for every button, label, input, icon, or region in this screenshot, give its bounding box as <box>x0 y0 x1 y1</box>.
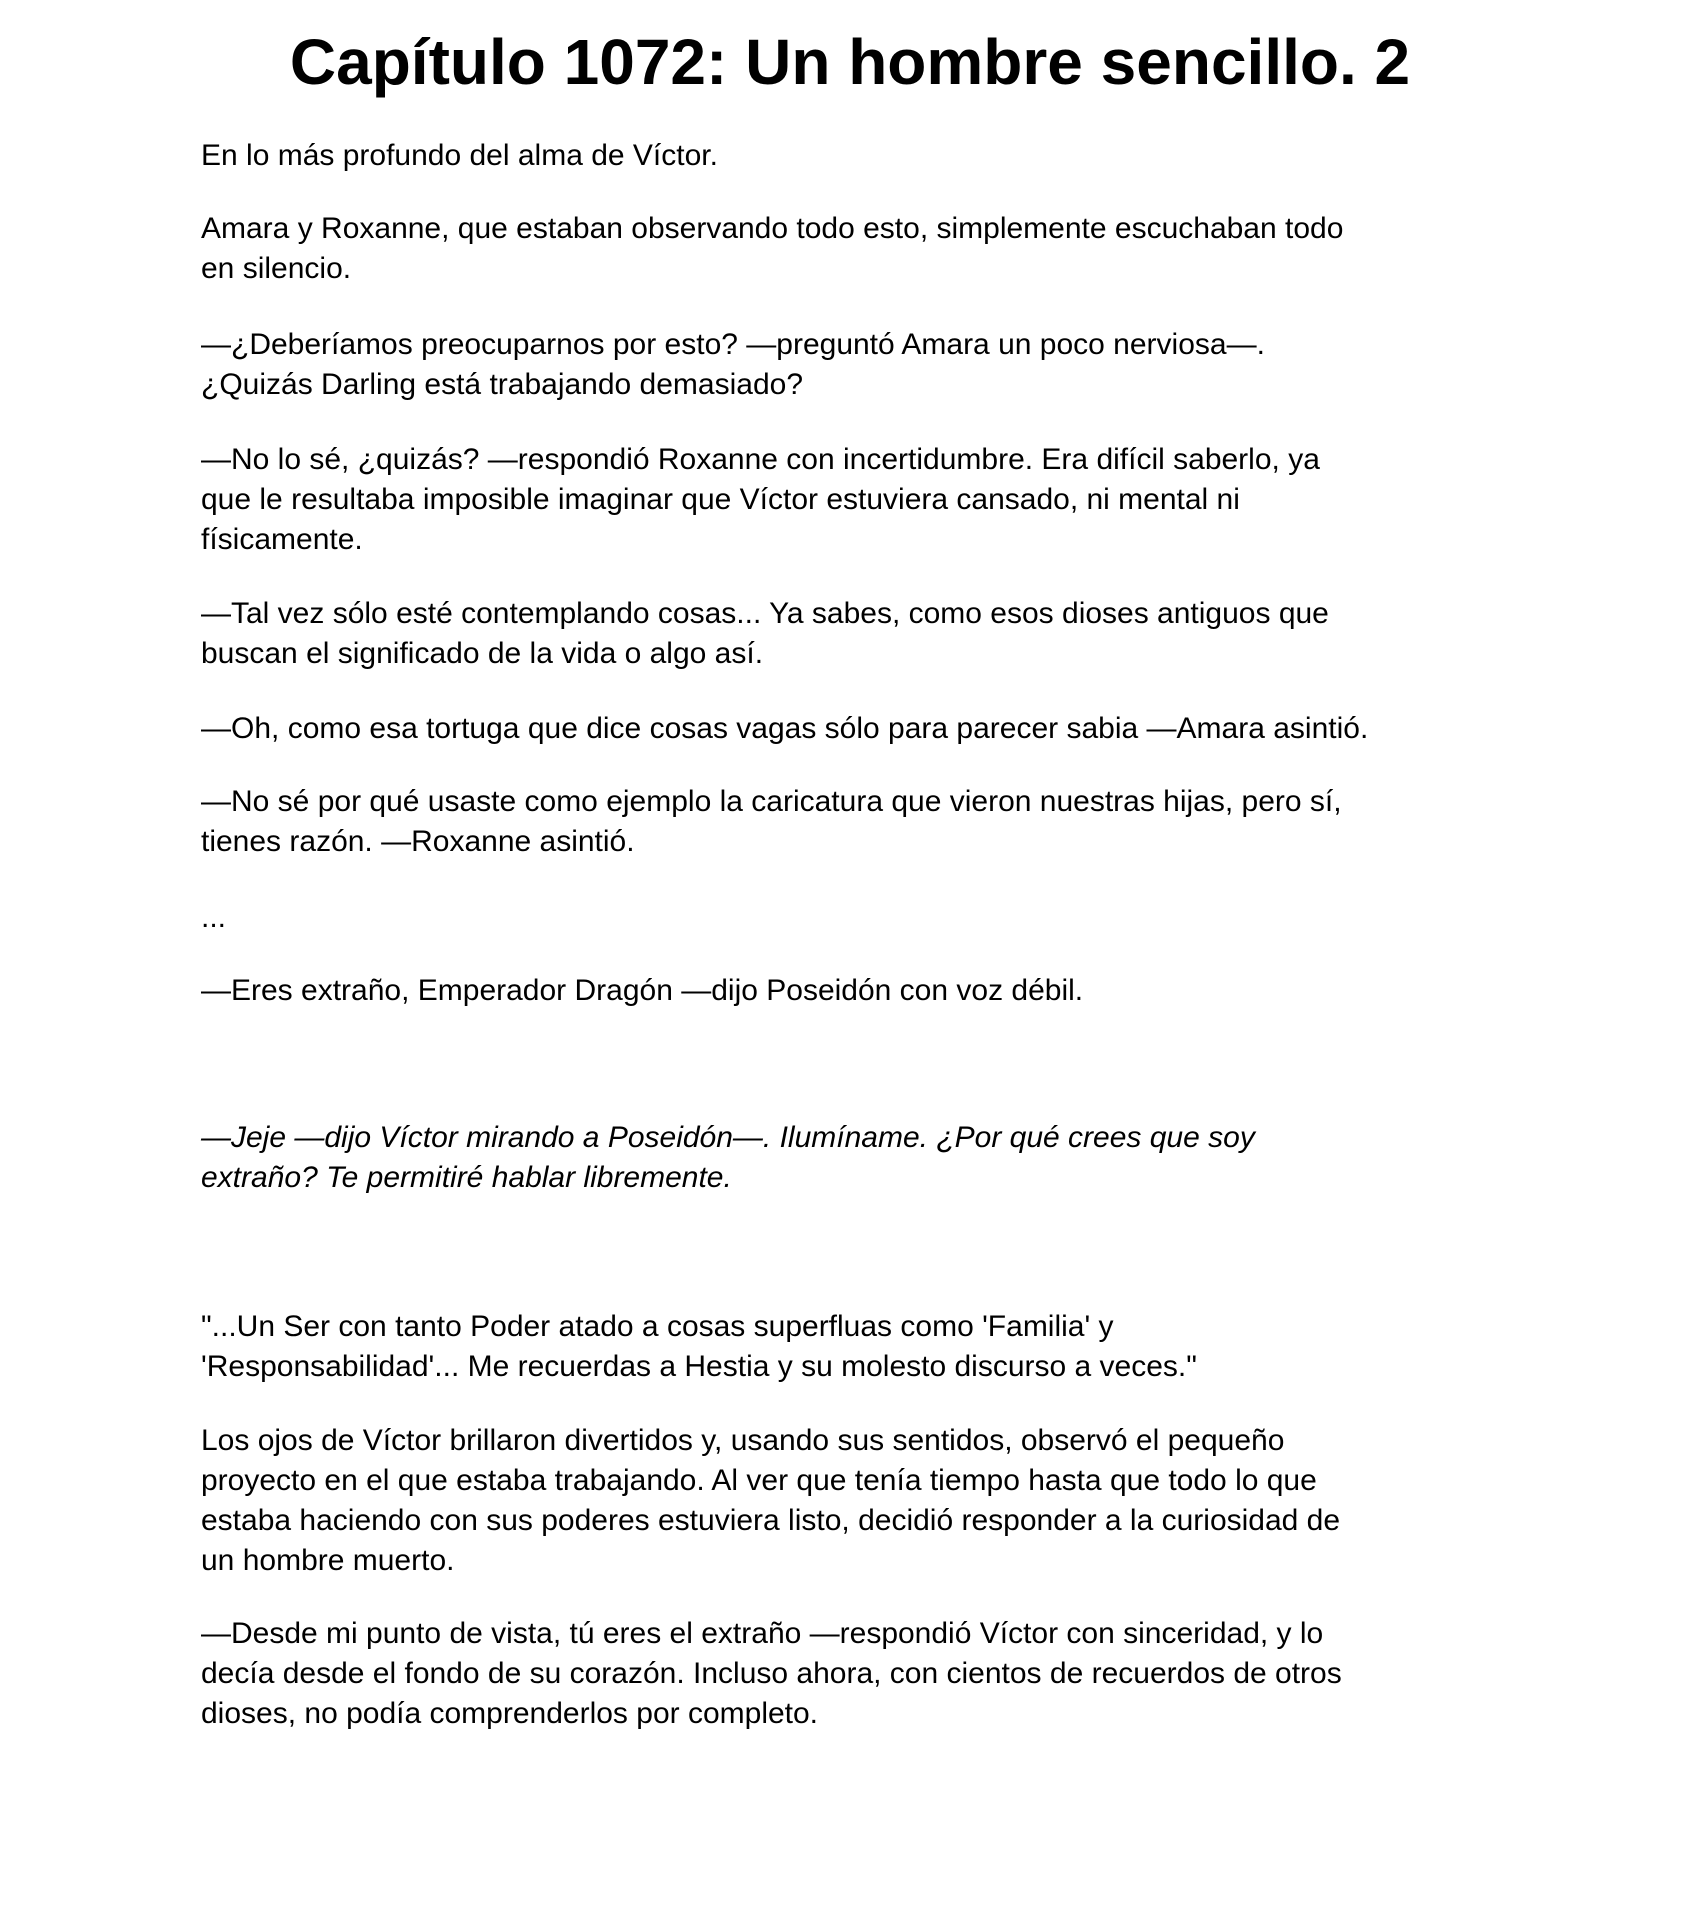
paragraph-8: —Eres extraño, Emperador Dragón —dijo Poseidón con voz débil. <box>201 974 1084 1007</box>
paragraph-9-italic: —Jeje —dijo Víctor mirando a Poseidón—. Ilumíname. ¿Por qué crees que soy extraño? Te permitiré hablar libremente. <box>201 1121 1255 1194</box>
scene-break: ... <box>201 901 227 934</box>
paragraph-12: —Desde mi punto de vista, tú eres el extraño —respondió Víctor con sinceridad, y lo decía desde el fondo de su corazón. Incluso ahora, con cientos de recuerdos de otros dioses, no podía comprenderlos por completo. <box>201 1617 1342 1730</box>
chapter-title: Capítulo 1072: Un hombre sencillo. 2 <box>289 26 1411 98</box>
paragraph-11: Los ojos de Víctor brillaron divertidos y, usando sus sentidos, observó el pequeño proyecto en el que estaba trabajando. Al ver que tenía tiempo hasta que todo lo que estaba haciendo con sus poderes estuviera listo, decidió responder a la curiosidad de un hombre muerto. <box>201 1424 1341 1577</box>
paragraph-3: —¿Deberíamos preocuparnos por esto? —preguntó Amara un poco nerviosa—. ¿Quizás Darling está trabajando demasiado? <box>201 328 1265 401</box>
paragraph-2: Amara y Roxanne, que estaban observando todo esto, simplemente escuchaban todo en silencio. <box>201 212 1344 285</box>
paragraph-7: —No sé por qué usaste como ejemplo la caricatura que vieron nuestras hijas, pero sí, tienes razón. —Roxanne asintió. <box>201 785 1342 858</box>
paragraph-1: En lo más profundo del alma de Víctor. <box>201 139 718 172</box>
paragraph-6: —Oh, como esa tortuga que dice cosas vagas sólo para parecer sabia —Amara asintió. <box>201 712 1369 745</box>
paragraph-4: —No lo sé, ¿quizás? —respondió Roxanne con incertidumbre. Era difícil saberlo, ya que le resultaba imposible imaginar que Víctor estuviera cansado, ni mental ni físicamente. <box>201 443 1320 556</box>
paragraph-5: —Tal vez sólo esté contemplando cosas... Ya sabes, como esos dioses antiguos que buscan el significado de la vida o algo así. <box>201 597 1329 670</box>
paragraph-10: "...Un Ser con tanto Poder atado a cosas superfluas como 'Familia' y 'Responsabilidad'... Me recuerdas a Hestia y su molesto discurso a veces." <box>201 1310 1197 1383</box>
